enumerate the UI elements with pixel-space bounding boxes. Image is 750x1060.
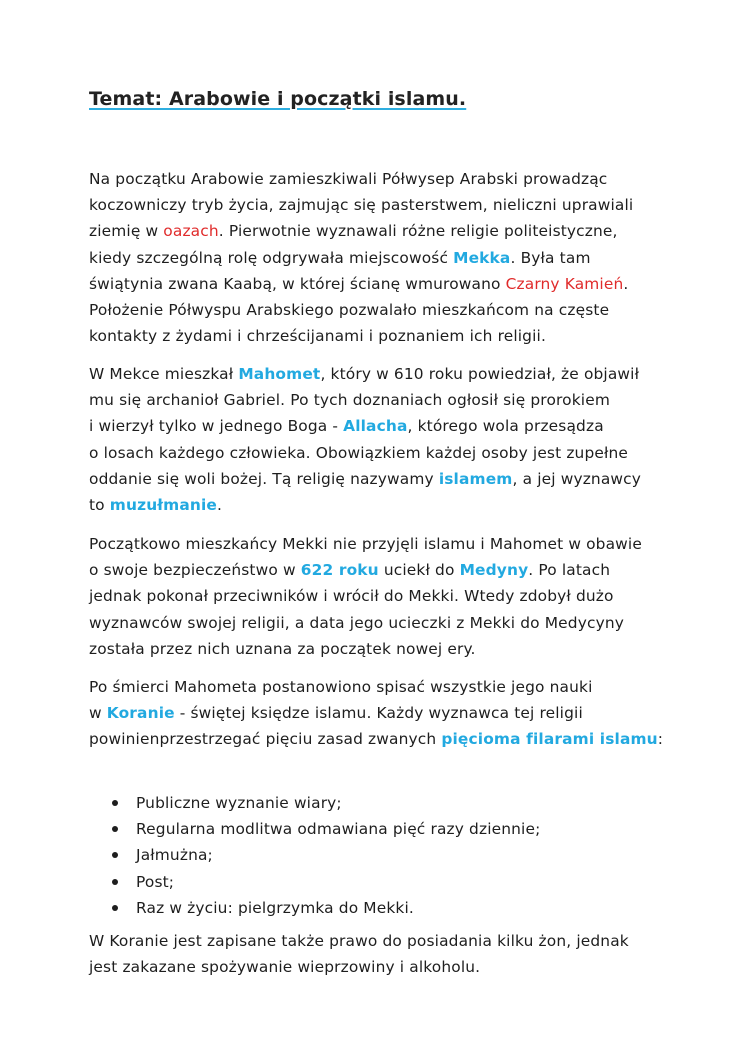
text: , który w 610 roku powiedział, że objawił [320,365,640,383]
list-item-text: Raz w życiu: pielgrzymka do Mekki. [136,898,414,917]
bullet-icon [112,800,118,806]
bullet-icon [112,852,118,858]
text: świątynia zwana Kaabą, w której ścianę wmurowano [89,274,506,293]
text: to [89,496,110,515]
text: . Była tam [510,248,591,267]
keyword-mahomet: Mahomet [238,365,321,383]
text: koczowniczy tryb życia, zajmując się pasterstwem, nieliczni uprawiali [89,196,634,215]
text: kontakty z żydami i chrześcijanami i poznaniem ich religii. [89,327,546,346]
list-item [110,816,540,842]
text: - świętej księdze islamu. Każdy wyznawca tej religii [174,704,583,723]
text: . Pierwotnie wyznawali różne religie politeistyczne, [218,222,618,241]
text: kiedy szczególną rolę odgrywała miejscowość [89,248,454,267]
list-item [110,842,540,868]
paragraph-mahomet [89,361,679,518]
text: została przez nich uznana za początek nowej ery. [89,639,476,658]
bullet-icon [112,826,118,832]
text: o swoje bezpieczeństwo w [89,561,301,580]
text: jest zakazane spożywanie wieprzowiny i alkoholu. [89,958,481,977]
paragraph-koran-law [89,928,679,980]
keyword-allacha: Allacha [343,417,408,436]
text: mu się archanioł Gabriel. Po tych doznaniach ogłosił się prorokiem [89,391,610,410]
keyword-622-roku: 622 roku [300,561,379,580]
list-item-text: Post; [136,872,175,891]
list-item-text: Publiczne wyznanie wiary; [136,794,342,812]
text: Po śmierci Mahometa postanowiono spisać wszystkie jego nauki [89,678,593,696]
text: jednak pokonał przeciwników i wrócił do Mekki. Wtedy zdobył dużo [89,587,614,606]
text: Początkowo mieszkańcy Mekki nie przyjęli islamu i Mahomet w obawie [89,535,642,553]
list-item-text: Jałmużna; [136,846,213,865]
keyword-piecioma-filarami-islamu: pięcioma filarami islamu [441,730,658,749]
keyword-medyny: Medyny [459,561,529,580]
text: uciekł do [378,561,460,580]
text: . Po latach [528,561,611,580]
text: , którego wola przesądza [407,417,604,436]
text: , a jej wyznawcy [512,469,642,488]
text: oddanie się woli bożej. Tą religię nazywamy [89,469,439,488]
text: o losach każdego człowieka. Obowiązkiem każdej osoby jest zupełne [89,443,629,462]
keyword-czarny-kamien: Czarny Kamień [505,274,624,293]
keyword-koranie: Koranie [106,704,175,723]
pillars-list [110,790,540,921]
list-item [110,895,540,921]
text: . [623,274,629,293]
keyword-muzulmanie: muzułmanie [109,496,218,515]
text: ziemię w [89,222,164,241]
keyword-oazach: oazach [163,222,219,241]
keyword-islamem: islamem [438,469,513,488]
list-item [110,869,540,895]
text: W Koranie jest zapisane także prawo do posiadania kilku żon, jednak [89,932,629,950]
text: . [217,496,223,515]
list-item-text: Regularna modlitwa odmawiana pięć razy dziennie; [136,820,541,839]
keyword-mekka: Mekka [453,248,511,267]
paragraph-intro [89,166,679,349]
text: powinienprzestrzegać pięciu zasad zwanych [89,730,442,749]
text: W Mekce mieszkał [89,365,239,383]
text: Położenie Półwyspu Arabskiego pozwalało mieszkańcom na częste [89,301,610,320]
text: wyznawców swojej religii, a data jego ucieczki z Mekki do Medycyny [89,613,624,632]
page-title: Temat: Arabowie i początki islamu. [89,88,467,110]
paragraph-hidzra [89,531,679,662]
text: Na początku Arabowie zamieszkiwali Półwysep Arabski prowadząc [89,170,608,188]
list-item [110,790,540,816]
text: : [657,730,664,749]
paragraph-koran [89,674,679,753]
text: w [89,704,107,723]
bullet-icon [112,905,118,911]
text: i wierzył tylko w jednego Boga - [89,417,344,436]
bullet-icon [112,879,118,885]
